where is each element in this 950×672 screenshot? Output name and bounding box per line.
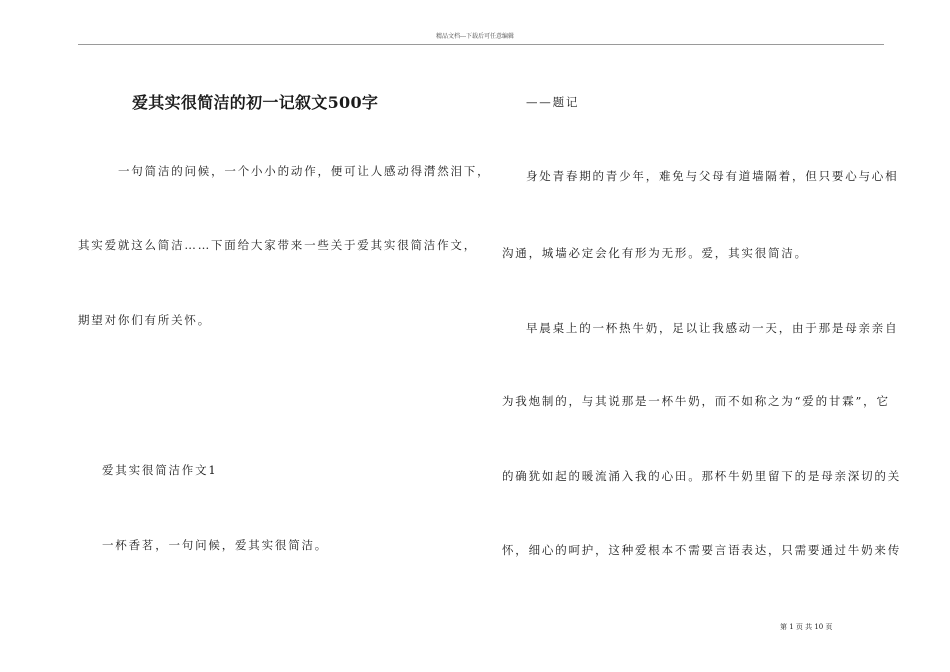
header-note: 精品文档---下载后可任意编辑: [435, 33, 515, 40]
right-line-1: 身处青春期的青少年，难免与父母有道墙隔着，但只要心与心相: [526, 169, 899, 183]
right-line-2: 沟通，城墙必定会化有形为无形。爱，其实很简洁。: [502, 246, 808, 260]
right-line-4: 为我炮制的，与其说那是一杯牛奶，而不如称之为“爱的甘霖”，它: [502, 394, 890, 408]
essay-first-line: 一杯香茗，一句问候，爱其实很简洁。: [102, 538, 329, 552]
document-title: 爱其实很简洁的初一记叙文500字: [132, 93, 379, 112]
page-number: 第 1 页 共 10 页: [780, 623, 833, 631]
right-line-3: 早晨桌上的一杯热牛奶，足以让我感动一天，由于那是母亲亲自: [526, 321, 899, 335]
right-line-6: 怀，细心的呵护，这种爱根本不需要言语表达，只需要通过牛奶来传: [502, 543, 901, 557]
header-divider: [78, 44, 884, 45]
intro-line-2: 其实爱就这么简洁……下面给大家带来一些关于爱其实很简洁作文，: [78, 238, 477, 252]
right-line-5: 的确犹如起的暖流涌入我的心田。那杯牛奶里留下的是母亲深切的关: [502, 469, 901, 483]
intro-line-3: 期望对你们有所关怀。: [78, 313, 211, 327]
intro-line-1: 一句简洁的问候，一个小小的动作，便可让人感动得潸然泪下，: [118, 164, 491, 178]
essay-heading: 爱其实很简洁作文1: [102, 463, 218, 477]
epigraph: ——题记: [526, 95, 580, 109]
